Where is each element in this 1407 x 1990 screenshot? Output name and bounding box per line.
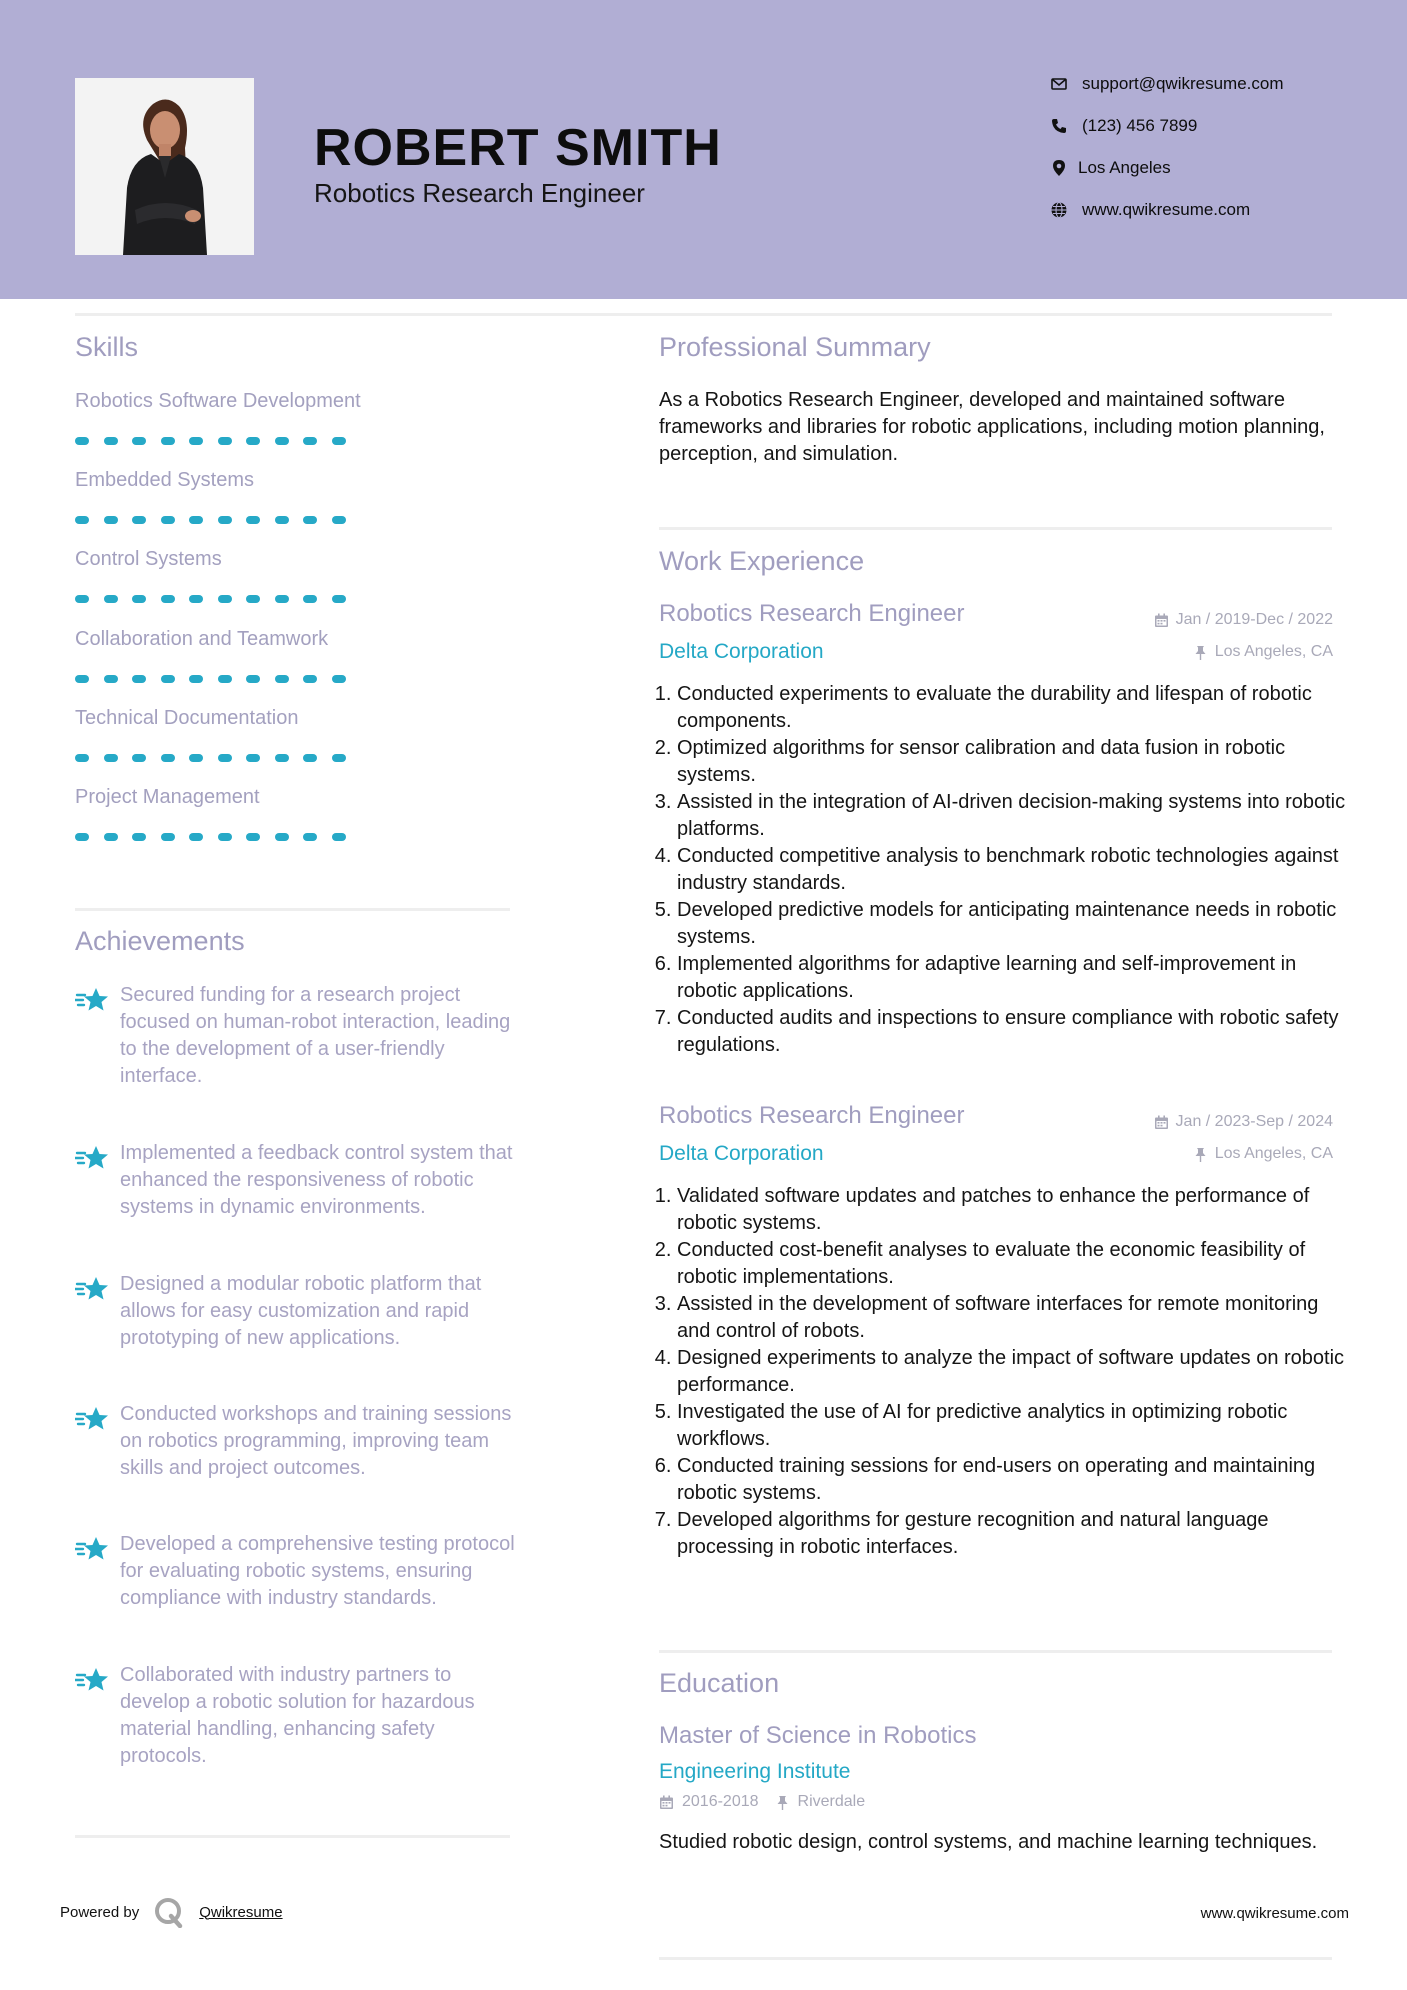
skill-dot bbox=[161, 595, 175, 603]
header-band bbox=[0, 0, 1407, 299]
achievement-text: Developed a comprehensive testing protocol for evaluating robotic systems, ensuring compliance with industry standards. bbox=[120, 1533, 515, 1609]
job-dates-text: Jan / 2023-Sep / 2024 bbox=[1175, 1113, 1333, 1130]
skill-dot bbox=[275, 675, 289, 683]
skill-dot bbox=[303, 675, 317, 683]
skill-dot bbox=[218, 754, 232, 762]
phone-icon bbox=[1050, 117, 1068, 135]
skill-dot bbox=[161, 437, 175, 445]
skill-name: Collaboration and Teamwork bbox=[75, 628, 329, 650]
job-dates bbox=[1154, 1113, 1333, 1131]
skill-dot bbox=[275, 754, 289, 762]
duty-item: 6. Implemented algorithms for adaptive learning and self-improvement in robotic applications. bbox=[677, 951, 1357, 1005]
skill-dot bbox=[303, 437, 317, 445]
skill-dot bbox=[218, 833, 232, 841]
star-icon bbox=[75, 1144, 109, 1174]
achievement-text: Collaborated with industry partners to develop a robotic solution for hazardous material handling, enhancing safety protocols. bbox=[120, 1664, 475, 1767]
duty-item: 1. Conducted experiments to evaluate the durability and lifespan of robotic components. bbox=[677, 681, 1357, 735]
top-divider bbox=[75, 313, 1332, 316]
education-description: Studied robotic design, control systems, and machine learning techniques. bbox=[659, 1831, 1318, 1853]
calendar-icon bbox=[659, 1795, 674, 1810]
powered-by-label: Powered by bbox=[60, 1903, 140, 1921]
skill-dot bbox=[132, 437, 146, 445]
skill-dot bbox=[275, 833, 289, 841]
job-location bbox=[1193, 1145, 1333, 1163]
education-school: Engineering Institute bbox=[659, 1760, 851, 1783]
skill-dot bbox=[246, 833, 260, 841]
skill-name: Technical Documentation bbox=[75, 707, 299, 729]
experience-divider bbox=[659, 1650, 1332, 1653]
candidate-name: ROBERT SMITH bbox=[314, 119, 722, 177]
skill-dot bbox=[275, 595, 289, 603]
duty-item: 2. Optimized algorithms for sensor calibration and data fusion in robotic systems. bbox=[677, 735, 1357, 789]
experience-heading: Work Experience bbox=[659, 546, 865, 576]
skill-dot bbox=[246, 516, 260, 524]
duty-item: 7. Developed algorithms for gesture recognition and natural language processing in robotic interfaces. bbox=[677, 1507, 1357, 1561]
envelope-icon bbox=[1050, 75, 1068, 93]
contact-phone[interactable] bbox=[1050, 111, 1197, 141]
skill-dot bbox=[132, 516, 146, 524]
skill-dot bbox=[132, 675, 146, 683]
skill-name: Robotics Software Development bbox=[75, 390, 361, 412]
duty-item: 3. Assisted in the development of software interfaces for remote monitoring and control of robots. bbox=[677, 1291, 1357, 1345]
skill-name: Embedded Systems bbox=[75, 469, 254, 491]
achievement-text: Conducted workshops and training sessions on robotics programming, improving team skills and project outcomes. bbox=[120, 1403, 512, 1479]
pushpin-icon bbox=[1193, 1147, 1208, 1162]
summary-divider bbox=[659, 527, 1332, 530]
job-location bbox=[1193, 643, 1333, 661]
skill-dot bbox=[132, 595, 146, 603]
skill-dot bbox=[332, 437, 346, 445]
skill-dot bbox=[189, 754, 203, 762]
profile-photo-figure bbox=[75, 78, 254, 255]
footer-website[interactable]: www.qwikresume.com bbox=[1200, 1905, 1349, 1922]
qwikresume-logo-icon bbox=[153, 1896, 185, 1928]
skill-dot bbox=[161, 675, 175, 683]
contact-phone-text: (123) 456 7899 bbox=[1082, 116, 1198, 135]
skill-level-bar bbox=[75, 675, 335, 683]
candidate-title: Robotics Research Engineer bbox=[314, 178, 645, 208]
skill-dot bbox=[75, 595, 89, 603]
skill-dot bbox=[75, 516, 89, 524]
education-heading: Education bbox=[659, 1668, 780, 1698]
skill-dot bbox=[246, 675, 260, 683]
skill-dot bbox=[332, 595, 346, 603]
skill-dot bbox=[189, 833, 203, 841]
achievement-text: Secured funding for a research project focused on human-robot interaction, leading to the development of a user-friendly interface. bbox=[120, 984, 511, 1087]
job-dates bbox=[1154, 611, 1333, 629]
skill-dot bbox=[303, 833, 317, 841]
summary-text: As a Robotics Research Engineer, developed and maintained software frameworks and libraries for robotic applications, including motion planning, perception, and simulation. bbox=[659, 389, 1325, 465]
duty-item: 4. Designed experiments to analyze the impact of software updates on robotic performance. bbox=[677, 1345, 1357, 1399]
job-company: Delta Corporation bbox=[659, 640, 824, 663]
education-degree: Master of Science in Robotics bbox=[659, 1722, 977, 1749]
skill-level-bar bbox=[75, 833, 335, 841]
skill-dot bbox=[189, 675, 203, 683]
skill-dot bbox=[75, 754, 89, 762]
skills-heading: Skills bbox=[75, 332, 139, 362]
duty-item: 4. Conducted competitive analysis to benchmark robotic technologies against industry standards. bbox=[677, 843, 1357, 897]
skill-dot bbox=[218, 437, 232, 445]
job-duties-list bbox=[659, 1183, 1357, 1561]
star-icon bbox=[75, 1405, 109, 1435]
skill-dot bbox=[75, 675, 89, 683]
job-dates-text: Jan / 2019-Dec / 2022 bbox=[1175, 611, 1333, 628]
job-location-text: Los Angeles, CA bbox=[1214, 1145, 1333, 1162]
contact-email-text: support@qwikresume.com bbox=[1082, 74, 1284, 93]
skill-dot bbox=[332, 833, 346, 841]
profile-photo bbox=[75, 78, 254, 255]
calendar-icon bbox=[1154, 1115, 1169, 1130]
skill-dot bbox=[275, 437, 289, 445]
job-company: Delta Corporation bbox=[659, 1142, 824, 1165]
pushpin-icon bbox=[1193, 645, 1208, 660]
star-icon bbox=[75, 1666, 109, 1696]
skill-dot bbox=[303, 595, 317, 603]
contact-email[interactable] bbox=[1050, 69, 1284, 99]
duty-item: 3. Assisted in the integration of AI-driven decision-making systems into robotic platforms. bbox=[677, 789, 1357, 843]
skill-dot bbox=[332, 516, 346, 524]
contact-location bbox=[1050, 153, 1171, 183]
duty-item: 5. Investigated the use of AI for predictive analytics in optimizing robotic workflows. bbox=[677, 1399, 1357, 1453]
duty-item: 6. Conducted training sessions for end-users on operating and maintaining robotic systems. bbox=[677, 1453, 1357, 1507]
skill-dot bbox=[75, 437, 89, 445]
skill-dot bbox=[246, 595, 260, 603]
achievement-text: Implemented a feedback control system that enhanced the responsiveness of robotic systems in dynamic environments. bbox=[120, 1142, 513, 1218]
skill-dot bbox=[189, 595, 203, 603]
star-icon bbox=[75, 1275, 109, 1305]
education-dates: 2016-2018 bbox=[682, 1793, 759, 1810]
skill-dot bbox=[246, 754, 260, 762]
skill-dot bbox=[218, 675, 232, 683]
skill-level-bar bbox=[75, 754, 335, 762]
job-role: Robotics Research Engineer bbox=[659, 1102, 965, 1129]
skill-level-bar bbox=[75, 516, 335, 524]
skill-level-bar bbox=[75, 595, 335, 603]
achievements-divider bbox=[75, 1835, 510, 1838]
skill-dot bbox=[218, 516, 232, 524]
skill-dot bbox=[104, 675, 118, 683]
skill-dot bbox=[132, 754, 146, 762]
star-icon bbox=[75, 1535, 109, 1565]
achievement-text: Designed a modular robotic platform that allows for easy customization and rapid prototyping of new applications. bbox=[120, 1273, 482, 1349]
summary-heading: Professional Summary bbox=[659, 332, 931, 362]
contact-website-text: www.qwikresume.com bbox=[1082, 200, 1251, 219]
skill-dot bbox=[104, 437, 118, 445]
skill-dot bbox=[161, 754, 175, 762]
contact-location-text: Los Angeles bbox=[1078, 158, 1171, 177]
skill-dot bbox=[104, 754, 118, 762]
job-role: Robotics Research Engineer bbox=[659, 600, 965, 627]
footer-powered-by bbox=[60, 1896, 283, 1928]
skill-dot bbox=[161, 833, 175, 841]
skill-dot bbox=[332, 675, 346, 683]
skill-dot bbox=[104, 595, 118, 603]
skill-dot bbox=[132, 833, 146, 841]
skill-dot bbox=[275, 516, 289, 524]
skill-level-bar bbox=[75, 437, 335, 445]
skill-name: Project Management bbox=[75, 786, 260, 808]
skill-dot bbox=[104, 516, 118, 524]
skills-divider bbox=[75, 908, 510, 911]
qwikresume-link[interactable]: Qwikresume bbox=[199, 1903, 283, 1921]
skill-dot bbox=[246, 437, 260, 445]
globe-icon bbox=[1050, 201, 1068, 219]
skill-dot bbox=[75, 833, 89, 841]
skill-dot bbox=[161, 516, 175, 524]
skill-dot bbox=[189, 437, 203, 445]
achievements-heading: Achievements bbox=[75, 926, 245, 956]
skill-dot bbox=[303, 754, 317, 762]
star-icon bbox=[75, 986, 109, 1016]
skill-dot bbox=[332, 754, 346, 762]
contact-website[interactable] bbox=[1050, 195, 1250, 225]
job-duties-list bbox=[659, 681, 1357, 1059]
skill-dot bbox=[189, 516, 203, 524]
location-pin-icon bbox=[1050, 159, 1068, 177]
duty-item: 7. Conducted audits and inspections to ensure compliance with robotic safety regulations. bbox=[677, 1005, 1357, 1059]
skill-dot bbox=[104, 833, 118, 841]
job-location-text: Los Angeles, CA bbox=[1214, 643, 1333, 660]
skill-name: Control Systems bbox=[75, 548, 222, 570]
bottom-divider bbox=[659, 1957, 1332, 1960]
pushpin-icon bbox=[775, 1795, 790, 1810]
duty-item: 1. Validated software updates and patches to enhance the performance of robotic systems. bbox=[677, 1183, 1357, 1237]
calendar-icon bbox=[1154, 613, 1169, 628]
duty-item: 5. Developed predictive models for anticipating maintenance needs in robotic systems. bbox=[677, 897, 1357, 951]
education-meta bbox=[659, 1793, 865, 1811]
education-location: Riverdale bbox=[797, 1793, 866, 1810]
skill-dot bbox=[218, 595, 232, 603]
skill-dot bbox=[303, 516, 317, 524]
duty-item: 2. Conducted cost-benefit analyses to evaluate the economic feasibility of robotic implementations. bbox=[677, 1237, 1357, 1291]
